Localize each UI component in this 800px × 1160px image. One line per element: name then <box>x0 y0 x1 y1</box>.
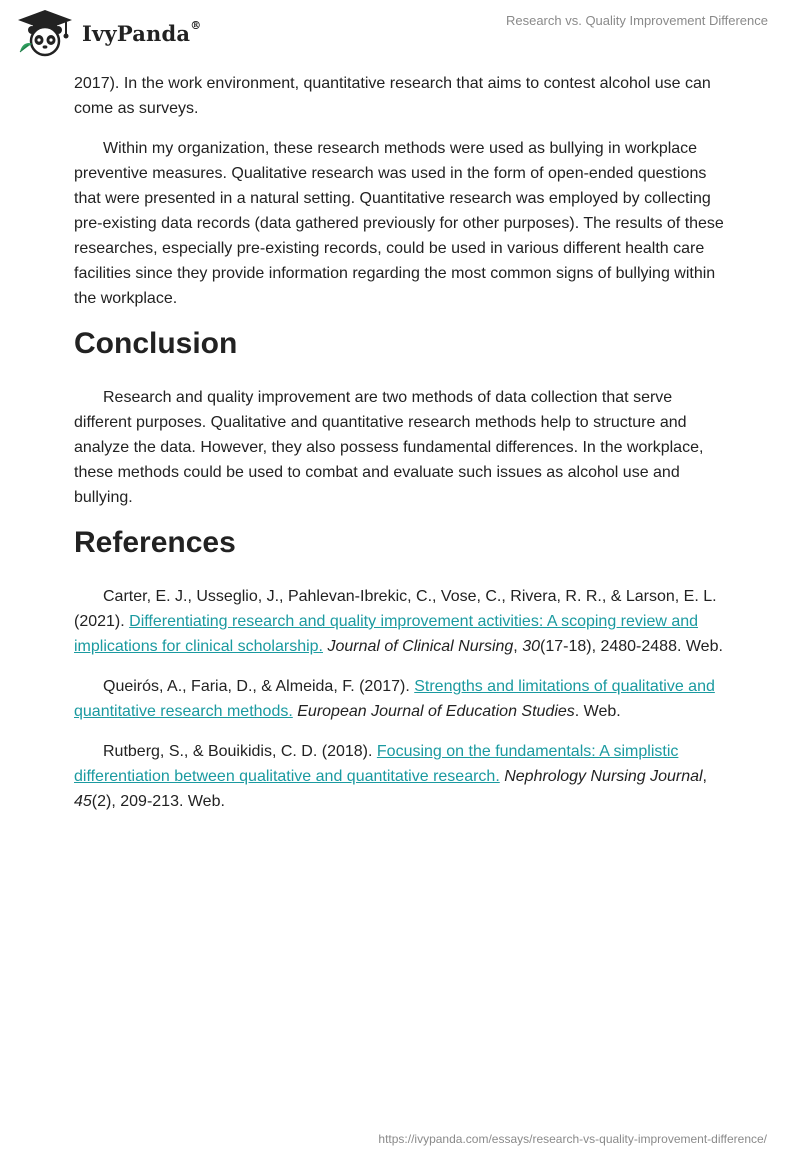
paragraph-continuation: 2017). In the work environment, quantitative research that aims to contest alcohol use can come as surveys. <box>74 75 711 117</box>
reference-item <box>74 584 734 659</box>
reference-authors: Carter, E. J., Usseglio, J., Pahlevan-Ibrekic, C., Vose, C., Rivera, R. R., & Larson, E. L. (2021). <box>74 588 717 630</box>
reference-separator: , <box>702 768 707 785</box>
reference-details: (2), 209-213. Web. <box>91 793 225 810</box>
conclusion-paragraph: Research and quality improvement are two methods of data collection that serve different purposes. Qualitative and quantitative research methods help to structure and analyze the data. However, they also possess fundamental differences. In the workplace, these methods could be used to combat and evaluate such issues as alcohol use and bullying. <box>74 389 704 506</box>
document-title: Research vs. Quality Improvement Difference <box>505 13 768 28</box>
paragraph-organization: Within my organization, these research methods were used as bullying in workplace preventive measures. Qualitative research was used in the form of open-ended questions that were presented in a natural setting. Quantitative research was employed by collecting pre-existing data records (data gathered previously for other purposes). The results of these researches, especially pre-existing records, could be used in various different health care facilities since they provide information regarding the most common signs of bullying within the workplace. <box>74 140 724 307</box>
page-header <box>0 0 800 64</box>
references-heading: References <box>74 526 236 559</box>
reference-link[interactable]: Strengths and limitations of qualitative and quantitative research methods. <box>74 678 715 720</box>
reference-journal: Journal of Clinical Nursing <box>327 638 514 655</box>
reference-journal: Nephrology Nursing Journal <box>504 768 703 785</box>
essay-content <box>74 71 734 829</box>
footer-url[interactable]: https://ivypanda.com/essays/research-vs-quality-improvement-difference/ <box>378 1132 767 1146</box>
registered-mark: ® <box>190 18 202 32</box>
ivypanda-logo[interactable] <box>14 8 201 58</box>
conclusion-heading: Conclusion <box>74 327 238 360</box>
reference-details: (17-18), 2480-2488. Web. <box>539 638 723 655</box>
panda-logo-icon <box>14 8 76 58</box>
reference-details: . Web. <box>574 703 621 720</box>
reference-link[interactable]: Focusing on the fundamentals: A simplistic differentiation between qualitative and quantitative research. <box>74 743 679 785</box>
reference-journal: European Journal of Education Studies <box>297 703 575 720</box>
reference-authors: Queirós, A., Faria, D., & Almeida, F. (2017). <box>103 678 415 695</box>
brand-name: IvyPanda® <box>82 18 202 46</box>
reference-link[interactable]: Differentiating research and quality improvement activities: A scoping review and implications for clinical scholarship. <box>74 613 699 655</box>
reference-authors: Rutberg, S., & Bouikidis, C. D. (2018). <box>103 743 377 760</box>
reference-item <box>74 739 734 814</box>
reference-volume: 45 <box>74 793 92 810</box>
reference-item <box>74 674 734 724</box>
reference-volume: 30 <box>522 638 540 655</box>
reference-separator: , <box>513 638 523 655</box>
